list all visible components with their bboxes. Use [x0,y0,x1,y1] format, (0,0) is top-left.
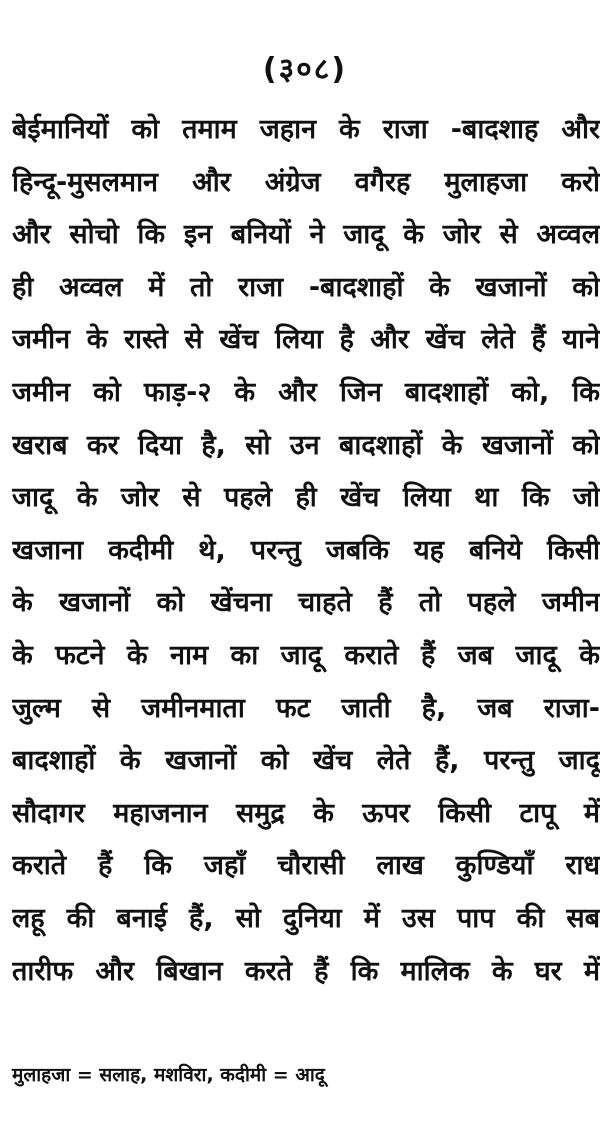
footnote: मुलाहजा = सलाह, मशविरा, कदीमी = आदू [12,1064,325,1086]
text-line: हिन्दू-मुसलमान और अंग्रेज वगैरह मुलाहजा करो [12,166,600,198]
text-line: लहू की बनाई हैं, सो दुनिया में उस पाप की सब [12,902,600,934]
text-line: जमीन को फाड़-२ के और जिन बादशाहों को, कि [12,376,600,408]
text-line: सौदागर महाजनान समुद्र के ऊपर किसी टापू में [12,797,600,829]
text-line: कराते हैं कि जहाँ चौरासी लाख कुण्डियाँ राध [12,850,600,882]
text-line: के फटने के नाम का जादू कराते हैं जब जादू के [12,639,600,671]
text-line: तारीफ और बिखान करते हैं कि मालिक के घर में [12,955,600,987]
text-line: जुल्म से जमीनमाता फट जाती है, जब राजा- [12,692,600,724]
text-line: जमीन के रास्ते से खेंच लिया है और खेंच लेते हैं याने [12,324,600,356]
text-line: बेईमानियों को तमाम जहान के राजा -बादशाह और [12,114,600,145]
text-line: खजाना कदीमी थे, परन्तु जबकि यह बनिये किसी [12,534,600,566]
text-line: के खजानों को खेंचना चाहते हैं तो पहले जमीन [12,587,600,619]
text-line: जादू के जोर से पहले ही खेंच लिया था कि जो [12,482,600,514]
text-line: और सोचो कि इन बनियों ने जादू के जोर से अव्वल [12,219,600,251]
text-line: खराब कर दिया है, सो उन बादशाहों के खजानों को [12,429,600,461]
body-text [12,104,600,998]
page-number: (३०८) [262,52,348,87]
text-line: ही अव्वल में तो राजा -बादशाहों के खजानों को [12,271,600,303]
text-line: बादशाहों के खजानों को खेंच लेते हैं, परन्तु जादू [12,745,600,777]
